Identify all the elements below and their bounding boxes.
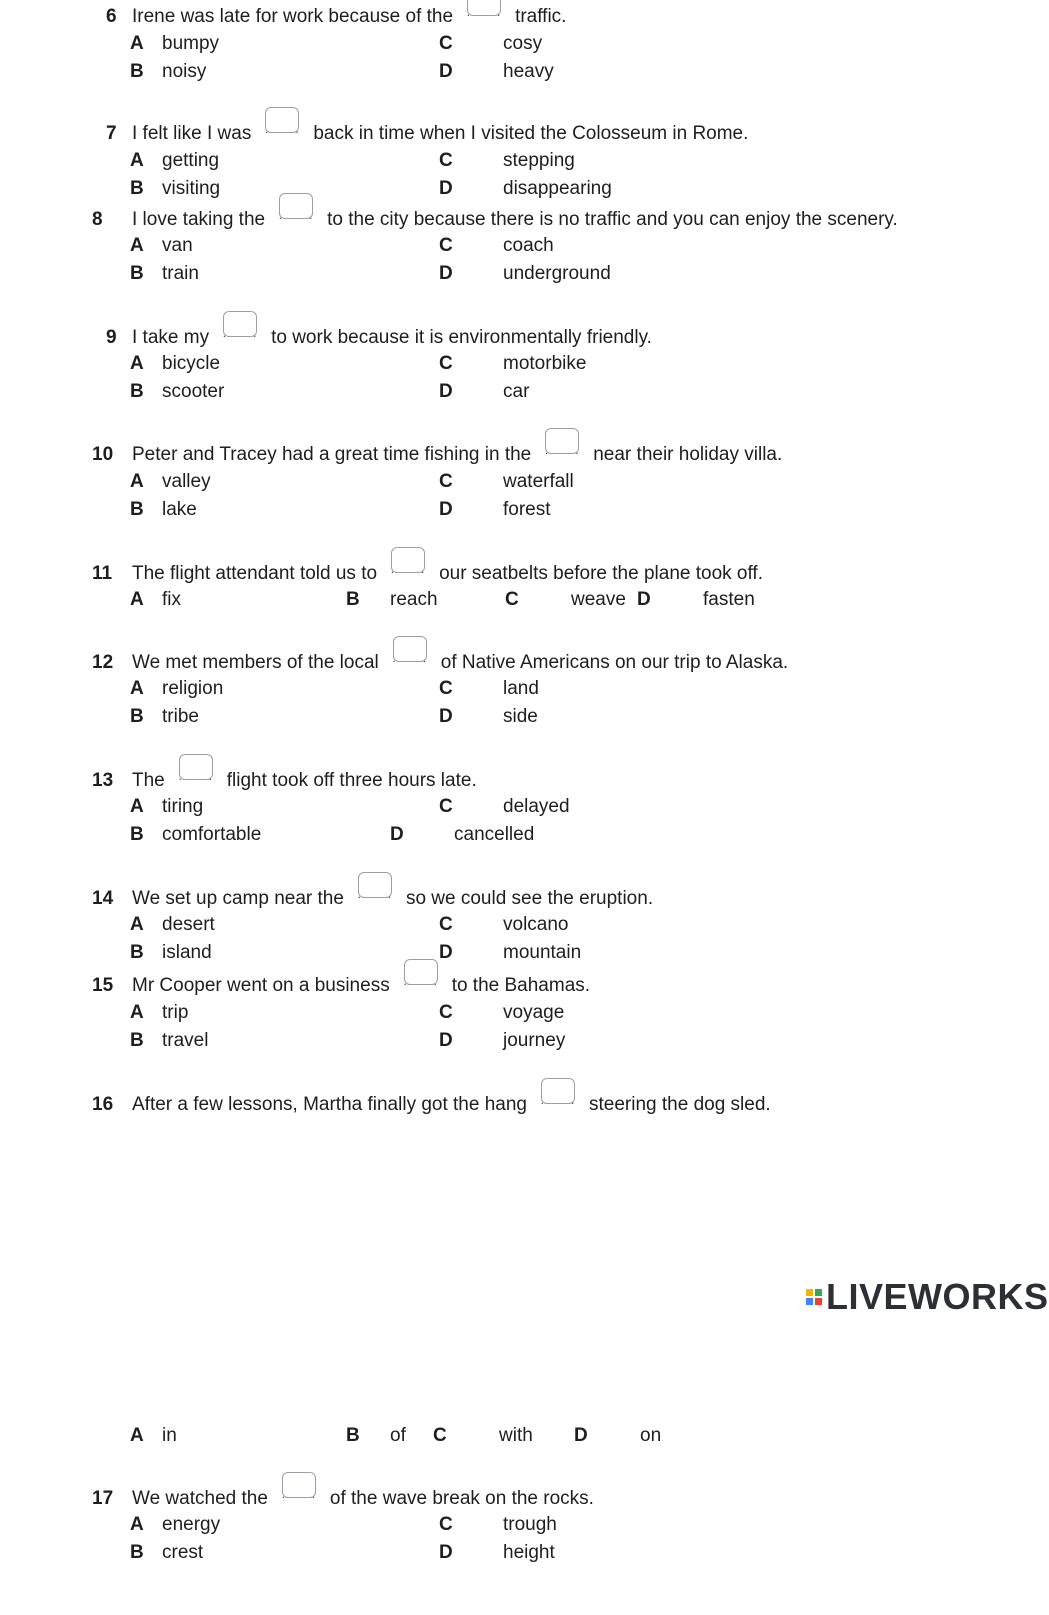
question-text-after: back in time when I visited the Colosseum in Rome. <box>313 123 749 144</box>
answer-gap[interactable] <box>211 325 269 345</box>
option-word: religion <box>162 678 224 699</box>
question-10-option-d <box>439 499 551 521</box>
option-letter: D <box>439 178 453 199</box>
option-word: lake <box>162 499 197 520</box>
option-letter: C <box>439 1002 453 1023</box>
option-letter: B <box>130 263 144 284</box>
option-letter: B <box>130 706 144 727</box>
option-letter: C <box>439 678 453 699</box>
liveworksheets-logo-icon <box>806 1289 822 1305</box>
option-word: desert <box>162 914 215 935</box>
question-8-option-b <box>130 263 199 285</box>
option-word: voyage <box>503 1002 565 1023</box>
option-word: tiring <box>162 796 204 817</box>
option-word: comfortable <box>162 824 262 845</box>
option-word: bicycle <box>162 353 221 374</box>
question-text-after: steering the dog sled. <box>589 1094 771 1115</box>
question-text-after: near their holiday villa. <box>593 444 783 465</box>
question-7-stem <box>106 121 748 145</box>
question-14-option-a <box>130 914 215 936</box>
option-letter: D <box>390 824 404 845</box>
answer-input-box[interactable] <box>358 872 392 898</box>
liveworksheets-logo-text: LIVEWORKS <box>826 1276 1049 1317</box>
question-8-stem <box>92 207 898 231</box>
answer-gap[interactable] <box>381 650 439 670</box>
option-letter: C <box>439 471 453 492</box>
question-13-option-b <box>130 824 261 846</box>
option-letter: B <box>130 824 144 845</box>
question-8-option-c <box>439 235 554 257</box>
question-7-option-d <box>439 178 612 200</box>
question-15-option-a <box>130 1002 188 1024</box>
option-letter: A <box>130 796 144 817</box>
option-word: height <box>503 1542 555 1563</box>
question-14-option-c <box>439 914 569 936</box>
option-letter: B <box>346 1425 360 1446</box>
question-12-stem <box>92 650 788 674</box>
option-word: fasten <box>703 589 755 610</box>
question-text-after: of Native Americans on our trip to Alaska. <box>440 652 789 673</box>
question-number: 12 <box>92 652 114 673</box>
question-14-option-d <box>439 942 581 964</box>
option-word: scooter <box>162 381 225 402</box>
option-word: volcano <box>503 914 569 935</box>
option-letter: C <box>439 33 453 54</box>
question-14-option-b <box>130 942 212 964</box>
question-15-option-b <box>130 1030 208 1052</box>
answer-gap[interactable] <box>270 1486 328 1506</box>
option-letter: A <box>130 589 144 610</box>
option-letter: D <box>439 1542 453 1563</box>
option-letter: B <box>130 381 144 402</box>
question-text-before: The <box>132 770 165 791</box>
question-12-option-d <box>439 706 538 728</box>
option-letter: B <box>346 589 360 610</box>
question-number: 9 <box>106 327 117 348</box>
option-word: heavy <box>503 61 554 82</box>
option-word: travel <box>162 1030 209 1051</box>
question-7-option-c <box>439 150 575 172</box>
answer-input-box[interactable] <box>223 311 257 337</box>
option-letter: B <box>130 1030 144 1051</box>
option-word: with <box>499 1425 533 1446</box>
option-letter: B <box>130 942 144 963</box>
question-text-after: so we could see the eruption. <box>405 888 654 909</box>
option-letter: D <box>439 1030 453 1051</box>
question-text-after: flight took off three hours late. <box>226 770 477 791</box>
option-letter: A <box>130 678 144 699</box>
option-word: train <box>162 263 199 284</box>
question-number: 16 <box>92 1094 114 1115</box>
question-text-before: After a few lessons, Martha finally got the hang <box>132 1094 527 1115</box>
answer-gap[interactable] <box>392 973 450 993</box>
option-word: visiting <box>162 178 221 199</box>
question-6-stem <box>106 4 566 28</box>
option-word: cosy <box>503 33 543 54</box>
question-13-option-c <box>439 796 570 818</box>
question-9-option-d <box>439 381 529 403</box>
question-number: 15 <box>92 975 114 996</box>
question-11-option-d <box>637 589 755 611</box>
question-text-before: The flight attendant told us to <box>132 563 378 584</box>
option-word: noisy <box>162 61 207 82</box>
question-9-option-a <box>130 353 220 375</box>
option-letter: C <box>439 796 453 817</box>
question-6-option-c <box>439 33 542 55</box>
option-letter: D <box>439 263 453 284</box>
liveworksheets-logo <box>806 1276 1049 1318</box>
option-word: in <box>162 1425 177 1446</box>
answer-input-box[interactable] <box>179 754 213 780</box>
question-text-before: I felt like I was <box>132 123 252 144</box>
question-17-option-a <box>130 1514 220 1536</box>
option-word: forest <box>503 499 551 520</box>
question-number: 6 <box>106 6 117 27</box>
question-11-option-b <box>346 589 438 611</box>
option-letter: D <box>439 381 453 402</box>
question-16-stem <box>92 1092 771 1116</box>
option-letter: D <box>439 499 453 520</box>
answer-gap[interactable] <box>529 1092 587 1112</box>
question-16-option-d <box>574 1425 661 1447</box>
option-letter: B <box>130 178 144 199</box>
question-6-option-a <box>130 33 219 55</box>
option-letter: A <box>130 471 144 492</box>
question-text-after: our seatbelts before the plane took off. <box>439 563 763 584</box>
option-word: stepping <box>503 150 575 171</box>
question-17-option-c <box>439 1514 557 1536</box>
question-7-option-a <box>130 150 219 172</box>
option-letter: A <box>130 235 144 256</box>
answer-input-box[interactable] <box>404 959 438 985</box>
option-word: on <box>640 1425 662 1446</box>
option-word: crest <box>162 1542 204 1563</box>
question-12-option-c <box>439 678 539 700</box>
question-16-option-b <box>346 1425 406 1447</box>
option-letter: C <box>439 353 453 374</box>
option-letter: A <box>130 914 144 935</box>
option-letter: A <box>130 33 144 54</box>
question-12-option-a <box>130 678 223 700</box>
question-text-before: I love taking the <box>132 209 266 230</box>
question-text-after: traffic. <box>515 6 567 27</box>
option-word: trough <box>503 1514 557 1535</box>
answer-gap[interactable] <box>253 121 311 141</box>
question-number: 11 <box>92 563 113 584</box>
option-letter: A <box>130 1425 144 1446</box>
option-word: journey <box>503 1030 566 1051</box>
option-letter: C <box>439 914 453 935</box>
answer-gap[interactable] <box>167 768 225 788</box>
question-13-option-a <box>130 796 203 818</box>
option-word: trip <box>162 1002 189 1023</box>
option-word: disappearing <box>503 178 612 199</box>
question-11-option-a <box>130 589 181 611</box>
question-text-after: of the wave break on the rocks. <box>329 1488 594 1509</box>
option-letter: A <box>130 1002 144 1023</box>
option-word: valley <box>162 471 211 492</box>
question-number: 14 <box>92 888 114 909</box>
option-word: reach <box>390 589 438 610</box>
option-word: tribe <box>162 706 199 727</box>
option-letter: D <box>574 1425 588 1446</box>
question-number: 13 <box>92 770 114 791</box>
question-text-after: to the city because there is no traffic and you can enjoy the scenery. <box>327 209 898 230</box>
question-13-stem <box>92 768 477 792</box>
option-word: delayed <box>503 796 570 817</box>
answer-input-box[interactable] <box>541 1078 575 1104</box>
question-number: 17 <box>92 1488 114 1509</box>
answer-gap[interactable] <box>455 4 513 24</box>
question-11-stem <box>92 561 763 585</box>
option-word: cancelled <box>454 824 535 845</box>
question-text-after: to work because it is environmentally friendly. <box>271 327 652 348</box>
question-16-option-c <box>433 1425 533 1447</box>
answer-input-box[interactable] <box>282 1472 316 1498</box>
option-letter: C <box>439 150 453 171</box>
question-text-before: We watched the <box>132 1488 268 1509</box>
question-12-option-b <box>130 706 199 728</box>
question-9-option-c <box>439 353 586 375</box>
question-14-stem <box>92 886 653 910</box>
question-17-option-d <box>439 1542 555 1564</box>
option-word: underground <box>503 263 611 284</box>
option-letter: D <box>439 942 453 963</box>
option-word: energy <box>162 1514 221 1535</box>
question-7-option-b <box>130 178 220 200</box>
option-letter: C <box>439 235 453 256</box>
option-word: side <box>503 706 538 727</box>
option-word: of <box>390 1425 406 1446</box>
question-text-after: to the Bahamas. <box>451 975 591 996</box>
question-6-option-d <box>439 61 554 83</box>
question-15-option-c <box>439 1002 564 1024</box>
option-word: weave <box>571 589 626 610</box>
option-letter: B <box>130 1542 144 1563</box>
question-13-option-d <box>390 824 534 846</box>
option-letter: C <box>439 1514 453 1535</box>
option-letter: B <box>130 499 144 520</box>
option-letter: A <box>130 353 144 374</box>
answer-gap[interactable] <box>533 442 591 462</box>
option-word: van <box>162 235 193 256</box>
answer-gap[interactable] <box>346 886 404 906</box>
option-word: island <box>162 942 212 963</box>
question-text-before: Irene was late for work because of the <box>132 6 454 27</box>
option-letter: C <box>433 1425 447 1446</box>
option-word: fix <box>162 589 181 610</box>
answer-gap[interactable] <box>267 207 325 227</box>
option-letter: A <box>130 1514 144 1535</box>
question-number: 10 <box>92 444 114 465</box>
option-letter: B <box>130 61 144 82</box>
question-17-option-b <box>130 1542 203 1564</box>
question-8-option-d <box>439 263 611 285</box>
option-word: bumpy <box>162 33 220 54</box>
question-16-option-a <box>130 1425 177 1447</box>
question-10-option-b <box>130 499 197 521</box>
question-text-before: I take my <box>132 327 210 348</box>
option-letter: D <box>439 706 453 727</box>
option-word: mountain <box>503 942 582 963</box>
option-letter: C <box>505 589 519 610</box>
question-15-stem <box>92 973 590 997</box>
question-6-option-b <box>130 61 206 83</box>
answer-gap[interactable] <box>379 561 437 581</box>
question-text-before: Peter and Tracey had a great time fishing in the <box>132 444 532 465</box>
answer-input-box[interactable] <box>545 428 579 454</box>
question-number: 8 <box>92 209 103 230</box>
option-word: getting <box>162 150 220 171</box>
question-11-option-c <box>505 589 626 611</box>
question-number: 7 <box>106 123 117 144</box>
question-10-option-c <box>439 471 574 493</box>
question-10-option-a <box>130 471 211 493</box>
option-letter: D <box>439 61 453 82</box>
question-17-stem <box>92 1486 594 1510</box>
question-9-stem <box>106 325 652 349</box>
question-text-before: Mr Cooper went on a business <box>132 975 390 996</box>
option-letter: A <box>130 150 144 171</box>
answer-input-box[interactable] <box>393 636 427 662</box>
answer-input-box[interactable] <box>391 547 425 573</box>
question-15-option-d <box>439 1030 565 1052</box>
answer-input-box[interactable] <box>265 107 299 133</box>
option-word: land <box>503 678 539 699</box>
option-word: coach <box>503 235 554 256</box>
question-8-option-a <box>130 235 193 257</box>
question-9-option-b <box>130 381 224 403</box>
answer-input-box[interactable] <box>279 193 313 219</box>
option-letter: D <box>637 589 651 610</box>
option-word: car <box>503 381 530 402</box>
question-text-before: We met members of the local <box>132 652 379 673</box>
question-text-before: We set up camp near the <box>132 888 344 909</box>
question-10-stem <box>92 442 782 466</box>
option-word: waterfall <box>503 471 574 492</box>
option-word: motorbike <box>503 353 587 374</box>
answer-input-box[interactable] <box>467 0 501 16</box>
